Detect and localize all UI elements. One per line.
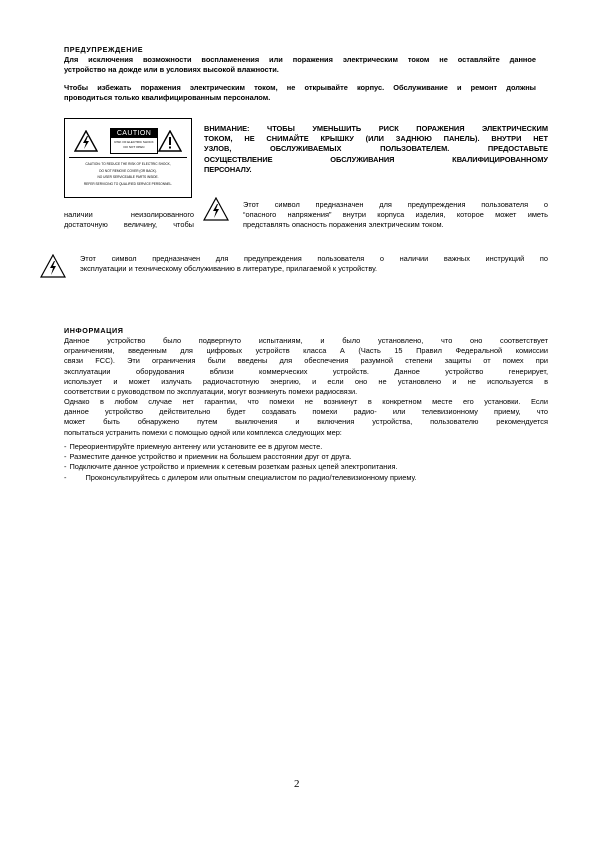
list-item [64,473,548,483]
bullet-marker: - [64,472,67,482]
caution-title-box [110,128,158,154]
text-line: попытаться устранить помехи с помощью одной или комплекса следующих мер: [64,427,342,437]
lightning-warning-icon [74,130,98,152]
caution-label-top [70,124,186,157]
caution-small-text: DO NOT OPEN [123,145,145,149]
list-item [64,462,548,472]
text-line: “опасного напряжения” внутри корпуса изделия, которое может иметь [243,210,548,220]
measures-list [64,442,548,483]
warning-heading: ПРЕДУПРЕЖДЕНИЕ [64,45,144,54]
text-line: Этот символ предназначен для предупреждения пользователя о [243,200,548,209]
caution-title: CAUTION [111,129,157,138]
text-line: Этот символ предназначен для предупреждения пользователя о наличии важных инструкций по [80,254,548,263]
text-line: достаточную величину, чтобы [64,220,194,230]
text-line: связи FCC). Эти ограничения были введены для обеспечения разумной степени защиты от помех при [64,356,548,366]
symbol1-description [243,200,548,231]
text-line: данное устройство действительно будет создавать помехи радио- или телевизионному приему, что [64,407,548,417]
text-line: эксплуатации оборудования вблизи коммерческих устройств. Данное устройство генерирует, [64,366,548,376]
bullet-text: Переориентируйте приемную антенну или установите ее в другом месте. [69,442,323,451]
text-line: может быть обнаружено путем выключения и включения устройства, пользователю рекомендуется [64,417,548,427]
warning-paragraph-2 [64,83,536,103]
text-line: использует и может излучать радиочастотную энергию, и если оно не установлено и не используется в [64,376,548,386]
bullet-text: Проконсультируйтесь с дилером или опытным специалистом по радио/телевизионному приему. [85,472,417,482]
info-heading: ИНФОРМАЦИЯ [64,326,124,335]
text-line: Чтобы избежать поражения электрическим током, не открывайте корпус. Обслуживание и ремонт должны [64,83,536,92]
text-line: устройство на дожде или в условиях высокой влажности. [64,65,279,75]
list-item [64,442,548,452]
attention-paragraph [204,124,548,175]
text-line: соответствии с руководством по эксплуатации, могут возникнуть помехи радиосвязи. [64,387,358,397]
text-line: ограничениям, введенным для цифровых устройств класса А (Часть 15 Правил Федеральной комиссии [64,346,548,356]
info-paragraph-2 [64,397,548,438]
symbol2-description [80,254,548,274]
lightning-warning-icon [40,254,66,278]
bullet-marker: - [64,452,67,462]
bullet-marker: - [64,442,67,451]
text-line: ВНИМАНИЕ: ЧТОБЫ УМЕНЬШИТЬ РИСК ПОРАЖЕНИЯ ЭЛЕКТРИЧЕСКИМ [204,124,548,133]
symbol1-left-text [64,210,194,230]
text-line: ТОКОМ, НЕ СНИМАЙТЕ КРЫШКУ (ИЛИ ЗАДНЮЮ ПАНЕЛЬ). ВНУТРИ НЕТ [204,134,548,144]
caution-label-text [71,161,185,187]
bullet-text: Разместите данное устройство и приемник на большем расстоянии друг от друга. [69,452,352,462]
text-line: Однако в любом случае нет гарантии, что помехи не возникнут в конкретном месте его установки. Если [64,397,548,406]
caution-line: CAUTION: TO REDUCE THE RISK OF ELECTRIC SHOCK, [85,162,171,166]
lightning-warning-icon [203,197,229,221]
page-number: 2 [294,778,300,790]
info-paragraph-1 [64,336,548,397]
text-line: представлять опасность поражения электрическим током. [243,220,444,230]
list-item [64,452,548,462]
text-line: наличии неизолированного [64,210,194,219]
warning-paragraph-1 [64,55,536,75]
caution-small-text: RISK OF ELECTRIC SHOCK [114,140,154,144]
caution-label [64,118,192,198]
text-line: ОСУЩЕСТВЛЕНИЕ ОБСЛУЖИВАНИЯ КВАЛИФИЦИРОВАННОМУ [204,154,548,164]
text-line: Данное устройство было подвергнуто испытаниям, и было установлено, что оно соответствует [64,336,548,345]
text-line: эксплуатации и техническому обслуживанию в литературе, прилагаемой к устройству. [80,264,378,274]
text-line: УЗЛОВ, ОБСЛУЖИВАЕМЫХ ПОЛЬЗОВАТЕЛЕМ. ПРЕДОСТАВЬТЕ [204,144,548,154]
bullet-marker: - [64,462,67,472]
text-line: ПЕРСОНАЛУ. [204,164,252,174]
caution-line: NO USER SERVICEABLE PARTS INSIDE. [97,175,159,180]
caution-line: DO NOT REMOVE COVER (OR BACK). [99,168,157,173]
bullet-text: Подключите данное устройство и приемник к сетевым розеткам разных цепей электропитания. [69,462,398,472]
caution-divider [69,157,187,158]
text-line: проводиться только квалифицированным персоналом. [64,93,271,103]
caution-line: REFER SERVICING TO QUALIFIED SERVICE PERSONNEL. [83,181,173,186]
exclamation-warning-icon [158,130,182,152]
text-line: Для исключения возможности воспламенения или поражения электрическим током не оставляйте данное [64,55,536,64]
